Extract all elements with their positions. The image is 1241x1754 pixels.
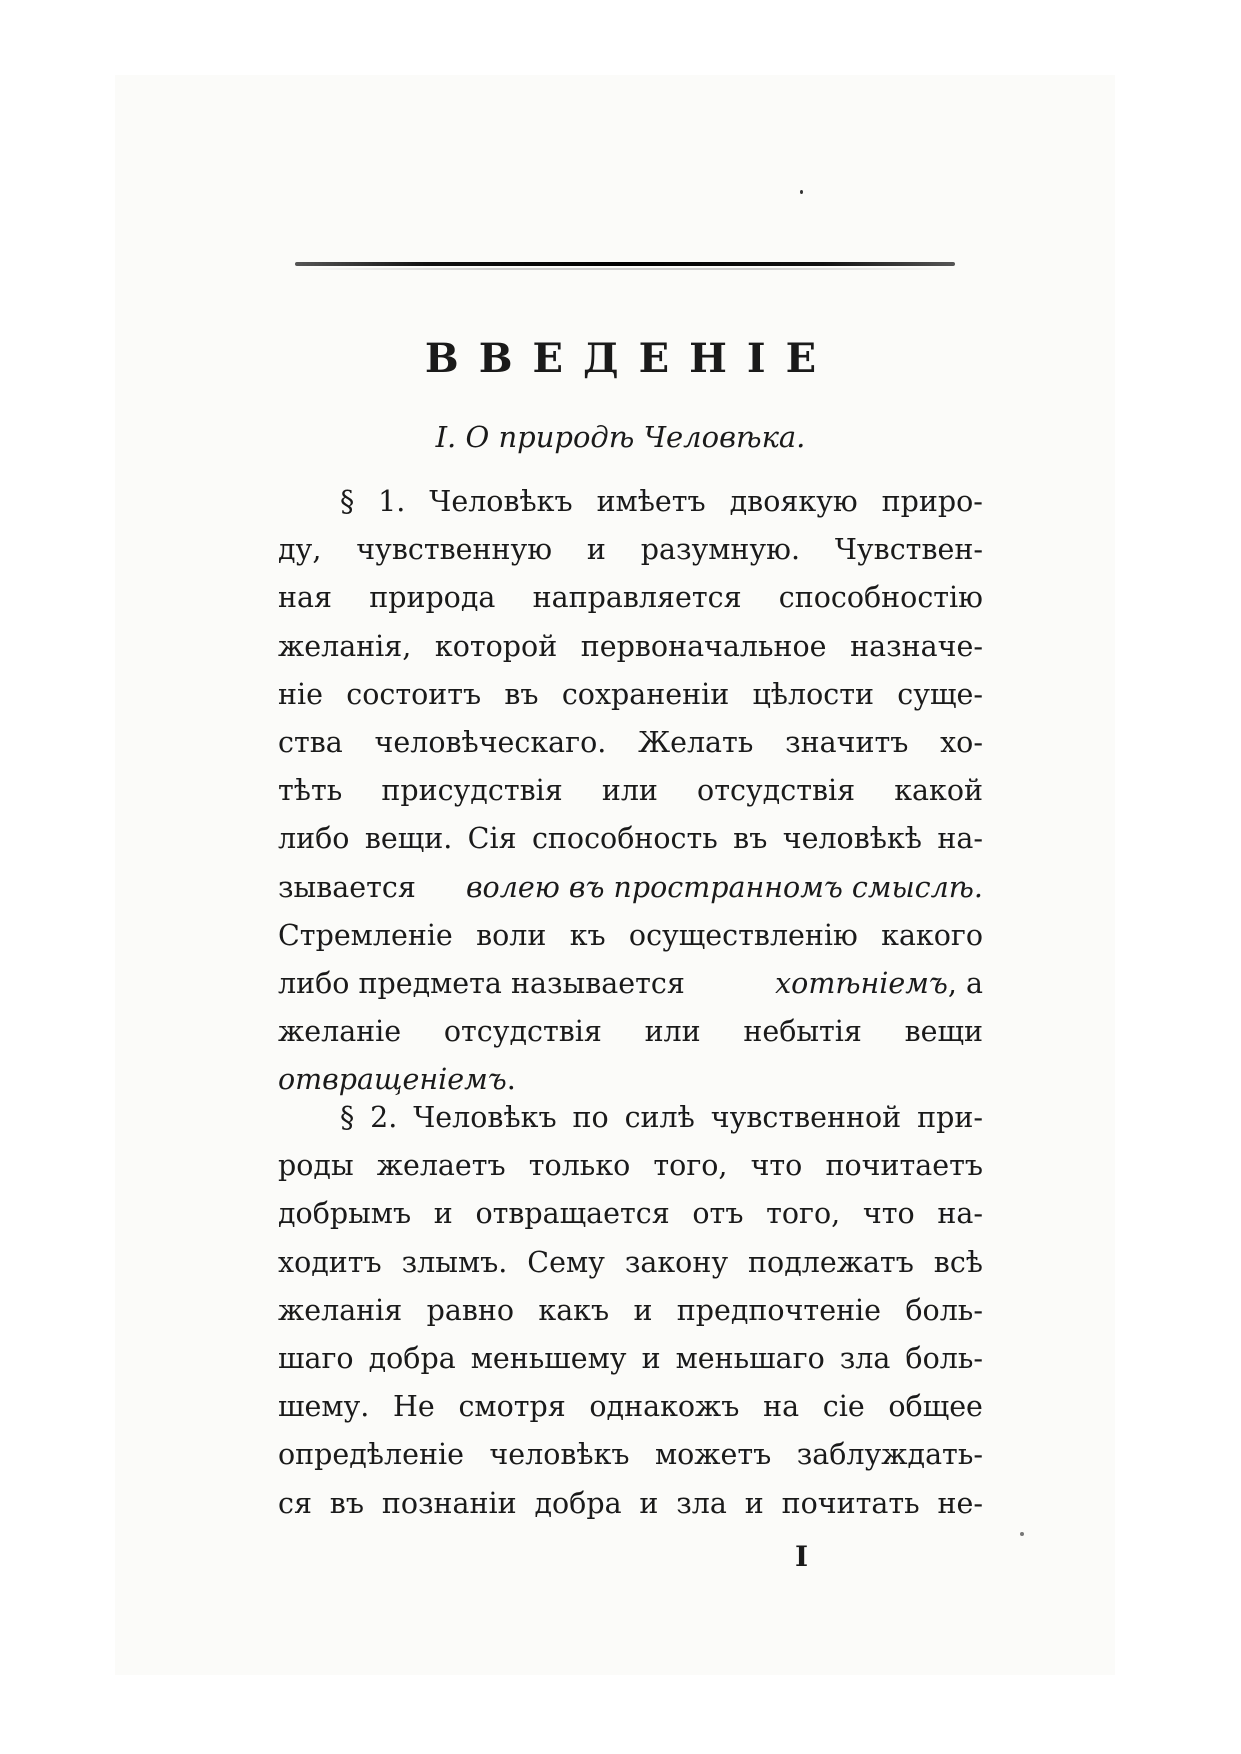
text-line <box>278 815 983 863</box>
text-line <box>278 1094 983 1142</box>
word: желаніе <box>278 1015 402 1049</box>
word: желанія <box>278 1293 403 1327</box>
word: меньшаго <box>675 1341 825 1375</box>
word: боль- <box>905 1293 983 1327</box>
italic-term: хотѣніемъ <box>775 966 948 1000</box>
word: § <box>340 485 355 518</box>
word: ная <box>278 581 332 615</box>
word: почитаетъ <box>825 1149 983 1183</box>
decorative-rule <box>295 262 955 266</box>
word: какъ <box>538 1293 610 1327</box>
text-line <box>278 574 983 622</box>
word: и <box>433 1197 453 1231</box>
word: и <box>744 1486 764 1520</box>
word: чувственной <box>710 1101 902 1134</box>
word: добра <box>534 1486 622 1520</box>
word: ства <box>278 725 343 759</box>
word: по <box>572 1101 609 1134</box>
word: того, <box>766 1197 841 1231</box>
word: опредѣленіе <box>278 1438 464 1472</box>
word: § <box>340 1101 355 1134</box>
word: ду, <box>278 533 322 567</box>
word: направляется <box>532 581 742 615</box>
word: либо <box>278 822 350 856</box>
word: значитъ <box>785 725 909 759</box>
word: человѣкѣ <box>782 822 922 856</box>
word: тѣть <box>278 774 343 808</box>
text-line <box>278 1239 983 1287</box>
word: въ <box>329 1486 364 1520</box>
text-line <box>278 1383 983 1431</box>
word: на- <box>937 822 983 856</box>
word: роды <box>278 1149 354 1183</box>
word: небытія <box>743 1015 862 1049</box>
word: имѣетъ <box>596 485 706 518</box>
word: при- <box>917 1101 983 1134</box>
word: злымъ. <box>401 1245 508 1279</box>
word: Сему <box>527 1245 605 1279</box>
word: къ <box>569 918 606 952</box>
word: человѣкъ <box>489 1438 630 1472</box>
word: подлежатъ <box>748 1245 914 1279</box>
paragraph-2 <box>278 1094 983 1528</box>
word: боль- <box>905 1341 983 1375</box>
word: Стремленіе <box>278 918 453 952</box>
word: воли <box>476 918 547 952</box>
text-line <box>278 1142 983 1190</box>
word: Человѣкъ <box>413 1101 557 1134</box>
word: человѣческаго. <box>374 725 607 759</box>
word: зла <box>676 1486 727 1520</box>
word: почитать <box>781 1486 920 1520</box>
word: сохраненіи <box>561 677 730 711</box>
word: и <box>639 1486 659 1520</box>
word: добрымъ <box>278 1197 412 1231</box>
word: способностію <box>778 581 983 615</box>
word: можетъ <box>654 1438 772 1472</box>
word: 1. <box>378 485 406 518</box>
word: Не <box>393 1390 435 1424</box>
text-line-mixed <box>278 960 983 1008</box>
word: Человѣкъ <box>429 485 573 518</box>
word: и <box>586 533 606 567</box>
section-subheading: I. О природѣ Человѣка. <box>435 420 806 454</box>
word: суще- <box>897 677 983 711</box>
word: присудствія <box>381 774 563 808</box>
text-line <box>278 1431 983 1479</box>
text-line <box>278 1287 983 1335</box>
italic-term: волею въ пространномъ смыслѣ. <box>465 870 983 904</box>
paragraph-1 <box>278 478 983 1104</box>
word: общее <box>888 1390 983 1424</box>
text-span: зывается <box>278 870 416 904</box>
word: силѣ <box>624 1101 695 1134</box>
word: отсудствія <box>443 1015 602 1049</box>
word: меньшему <box>470 1341 627 1375</box>
word: сіе <box>822 1390 865 1424</box>
word: отсудствія <box>697 774 856 808</box>
word: въ <box>504 677 539 711</box>
word: осуществленію <box>628 918 858 952</box>
word: смотря <box>458 1390 566 1424</box>
word: какой <box>894 774 983 808</box>
text-line-mixed <box>278 864 983 912</box>
word: и <box>633 1293 653 1327</box>
word: вещи. <box>364 822 453 856</box>
rule-shadow <box>295 268 955 270</box>
word: что <box>750 1149 803 1183</box>
text-line <box>278 478 983 526</box>
word: всѣ <box>933 1245 983 1279</box>
text-line <box>278 1190 983 1238</box>
word: разумную. <box>640 533 801 567</box>
text-line <box>278 719 983 767</box>
text-span-group <box>775 960 983 1008</box>
word: только <box>528 1149 631 1183</box>
word: приро- <box>881 485 983 518</box>
word: и <box>641 1341 661 1375</box>
word: на- <box>937 1197 983 1231</box>
word: вещи <box>904 1015 983 1049</box>
word: заблуждать- <box>796 1438 983 1472</box>
word: 2. <box>370 1101 398 1134</box>
word: Чувствен- <box>834 533 983 567</box>
word: того, <box>653 1149 728 1183</box>
word: желаетъ <box>376 1149 506 1183</box>
word: не- <box>937 1486 983 1520</box>
text-span: , а <box>947 966 983 1000</box>
text-line <box>278 526 983 574</box>
text-line <box>278 623 983 671</box>
word: назначе- <box>850 629 983 663</box>
word: двоякую <box>729 485 858 518</box>
word: ся <box>278 1486 312 1520</box>
word: добра <box>368 1341 456 1375</box>
word: Сія <box>467 822 517 856</box>
word: или <box>644 1015 701 1049</box>
word: что <box>862 1197 915 1231</box>
italic-term: отвращеніемъ <box>278 1063 507 1097</box>
word: закону <box>624 1245 729 1279</box>
word: природа <box>369 581 496 615</box>
text-span: либо предмета называется <box>278 966 685 1000</box>
text-line <box>278 1480 983 1528</box>
word: равно <box>426 1293 515 1327</box>
word: шаго <box>278 1341 354 1375</box>
word: ходитъ <box>278 1245 382 1279</box>
word: чувственную <box>356 533 553 567</box>
text-line <box>278 912 983 960</box>
word: познаніи <box>381 1486 517 1520</box>
print-speck <box>1020 1532 1024 1536</box>
word: отвращается <box>475 1197 670 1231</box>
word: желанія, <box>278 629 412 663</box>
word: на <box>763 1390 800 1424</box>
word: первоначальное <box>580 629 827 663</box>
word: шему. <box>278 1390 370 1424</box>
word: или <box>601 774 658 808</box>
text-line <box>278 671 983 719</box>
text-span: . <box>506 1063 516 1097</box>
word: въ <box>733 822 768 856</box>
word: способность <box>531 822 718 856</box>
word: состоитъ <box>346 677 482 711</box>
word: отъ <box>692 1197 744 1231</box>
word: Желать <box>638 725 754 759</box>
page-number: I <box>795 1540 809 1573</box>
word: хо- <box>940 725 983 759</box>
word: цѣлости <box>752 677 874 711</box>
word: однакожъ <box>589 1390 740 1424</box>
word: которой <box>434 629 558 663</box>
word: какого <box>881 918 983 952</box>
word: предпочтеніе <box>676 1293 882 1327</box>
text-line <box>278 1335 983 1383</box>
text-line <box>278 1008 983 1056</box>
print-speck <box>800 190 803 194</box>
word: ніе <box>278 677 323 711</box>
chapter-heading: ВВЕДЕНІЕ <box>424 335 837 382</box>
word: зла <box>839 1341 891 1375</box>
text-line <box>278 767 983 815</box>
